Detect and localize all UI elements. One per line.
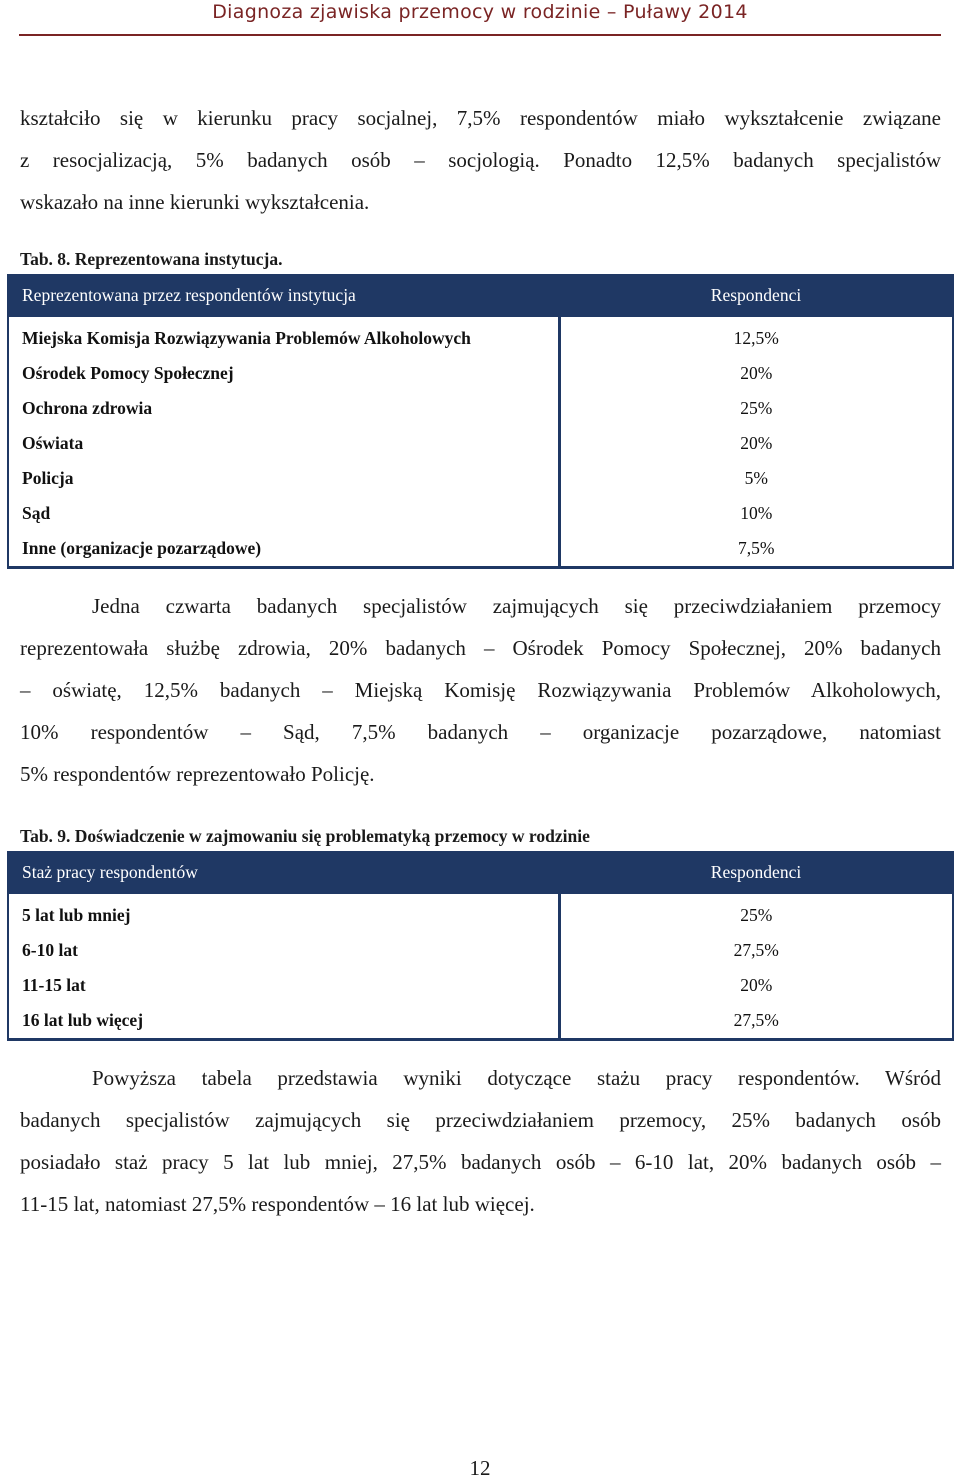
institution-cell: Ochrona zdrowia (8, 391, 559, 426)
table-row (8, 933, 953, 968)
table-row (8, 391, 953, 426)
table8-institutions (7, 274, 954, 569)
paragraph-line: 11-15 lat, natomiast 27,5% respondentów – 16 lat lub więcej. (20, 1192, 535, 1216)
percent-cell: 20% (559, 426, 953, 461)
percent-cell: 25% (559, 391, 953, 426)
table-row (8, 1003, 953, 1040)
percent-cell: 27,5% (559, 1003, 953, 1040)
table-row (8, 316, 953, 356)
paragraph-line: reprezentowała służbę zdrowia, 20% badanych – Ośrodek Pomocy Społecznej, 20% badanych (20, 636, 941, 660)
running-header: Diagnoza zjawiska przemocy w rodzinie – Puławy 2014 (212, 1, 748, 23)
institution-cell: Inne (organizacje pozarządowe) (8, 531, 559, 568)
percent-cell: 7,5% (559, 531, 953, 568)
column-header-seniority: Staż pracy respondentów (8, 852, 559, 893)
page-number: 12 (469, 1456, 491, 1480)
percent-cell: 20% (559, 968, 953, 1003)
seniority-cell: 16 lat lub więcej (8, 1003, 559, 1040)
institution-cell: Miejska Komisja Rozwiązywania Problemów Alkoholowych (8, 316, 559, 356)
seniority-cell: 11-15 lat (8, 968, 559, 1003)
paragraph-table8-summary (20, 585, 941, 795)
table8-caption: Tab. 8. Reprezentowana instytucja. (20, 249, 283, 269)
column-header-respondents: Respondenci (559, 852, 953, 893)
column-header-respondents: Respondenci (559, 275, 953, 316)
table-row (8, 426, 953, 461)
seniority-cell: 6-10 lat (8, 933, 559, 968)
percent-cell: 27,5% (559, 933, 953, 968)
table9-caption: Tab. 9. Doświadczenie w zajmowaniu się problematyką przemocy w rodzinie (20, 826, 590, 846)
paragraph-line: z resocjalizacją, 5% badanych osób – socjologią. Ponadto 12,5% badanych specjalistów (20, 148, 941, 172)
table-header-row (8, 852, 953, 893)
paragraph-line: 5% respondentów reprezentowało Policję. (20, 762, 375, 786)
institution-cell: Oświata (8, 426, 559, 461)
table-row (8, 968, 953, 1003)
table-row (8, 496, 953, 531)
paragraph-line: 10% respondentów – Sąd, 7,5% badanych – organizacje pozarządowe, natomiast (20, 720, 941, 744)
column-header-institution: Reprezentowana przez respondentów instytucja (8, 275, 559, 316)
table-row (8, 531, 953, 568)
percent-cell: 12,5% (559, 316, 953, 356)
header-divider (19, 34, 941, 36)
paragraph-line: posiadało staż pracy 5 lat lub mniej, 27,5% badanych osób – 6-10 lat, 20% badanych osób – (20, 1150, 941, 1174)
table-row (8, 893, 953, 933)
paragraph-line: Jedna czwarta badanych specjalistów zajmujących się przeciwdziałaniem przemocy (92, 594, 941, 618)
paragraph-table9-summary (20, 1057, 941, 1225)
table9-experience (7, 851, 954, 1041)
paragraph-line: Powyższa tabela przedstawia wyniki dotyczące stażu pracy respondentów. Wśród (92, 1066, 941, 1090)
institution-cell: Policja (8, 461, 559, 496)
paragraph-line: – oświatę, 12,5% badanych – Miejską Komisję Rozwiązywania Problemów Alkoholowych, (20, 678, 941, 702)
paragraph-line: kształciło się w kierunku pracy socjalnej, 7,5% respondentów miało wykształcenie związane (20, 106, 941, 130)
institution-cell: Ośrodek Pomocy Społecznej (8, 356, 559, 391)
institution-cell: Sąd (8, 496, 559, 531)
seniority-cell: 5 lat lub mniej (8, 893, 559, 933)
table-row (8, 461, 953, 496)
table-row (8, 356, 953, 391)
table-header-row (8, 275, 953, 316)
percent-cell: 20% (559, 356, 953, 391)
percent-cell: 5% (559, 461, 953, 496)
intro-paragraph (20, 97, 941, 223)
paragraph-line: wskazało na inne kierunki wykształcenia. (20, 190, 370, 214)
percent-cell: 10% (559, 496, 953, 531)
paragraph-line: badanych specjalistów zajmujących się przeciwdziałaniem przemocy, 25% badanych osób (20, 1108, 941, 1132)
percent-cell: 25% (559, 893, 953, 933)
